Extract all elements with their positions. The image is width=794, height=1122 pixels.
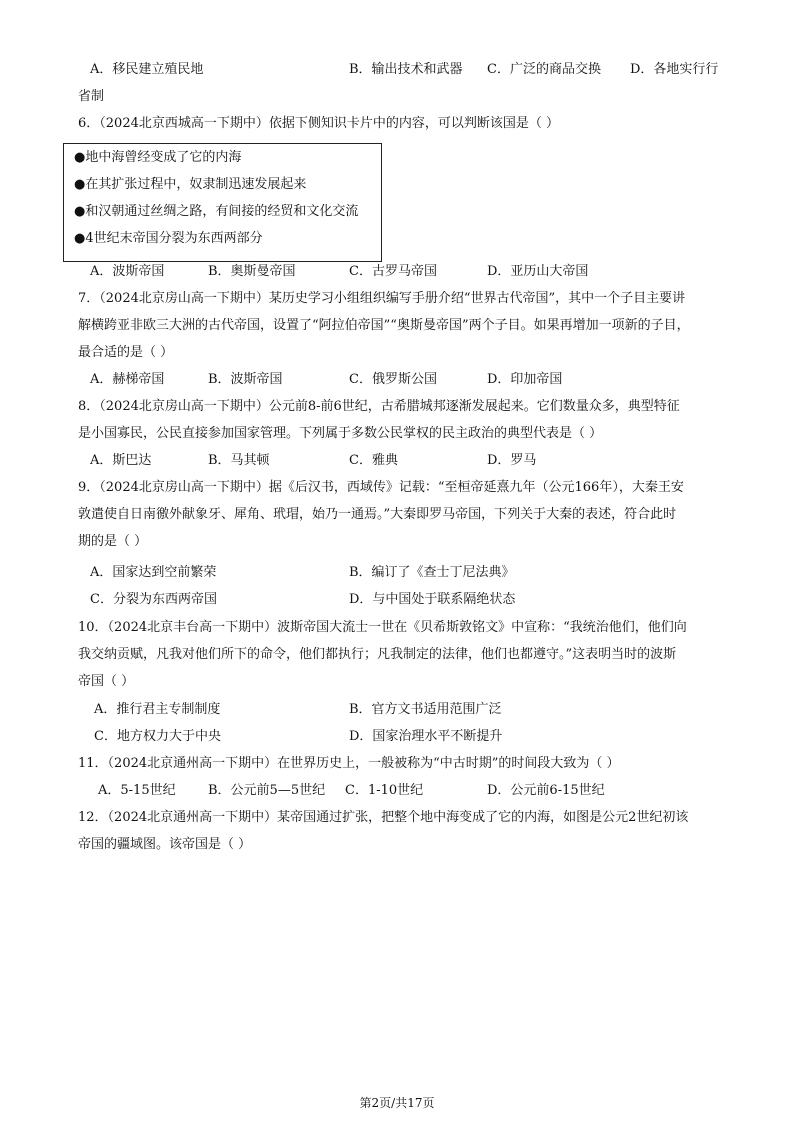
- question-10-stem: 我交纳贡赋，凡我对他们所下的命令，他们都执行；凡我制定的法律，他们也都遵守。”这表明当时的波斯: [78, 647, 677, 662]
- question-7-stem: 7．（2024北京房山高一下期中）某历史学习小组组织编写手册介绍“世界古代帝国”，其中一个子目主要讲: [78, 291, 686, 306]
- question-10-stem: 10．（2024北京丰台高一下期中）波斯帝国大流士一世在《贝希斯敦铭文》中宣称：“我统治他们，他们向: [78, 620, 687, 635]
- q8-option-c: C．雅典: [349, 453, 398, 468]
- question-12-stem: 12．（2024北京通州高一下期中）某帝国通过扩张，把整个地中海变成了它的内海，如图是公元2世纪初该: [78, 810, 689, 825]
- q10-option-a: A．推行君主专制制度: [94, 702, 221, 717]
- q9-option-d: D．与中国处于联系隔绝状态: [349, 592, 516, 607]
- question-9-stem: 敦遣使自日南徼外献象牙、犀角、玳瑁，始乃一通焉。”大秦即罗马帝国，下列关于大秦的表述，符合此时: [78, 507, 677, 522]
- card-item: ●4世纪末帝国分裂为东西两部分: [74, 231, 263, 246]
- q8-option-b: B．马其顿: [208, 453, 270, 468]
- q6-option-a: A．波斯帝国: [90, 264, 165, 279]
- question-8-stem: 是小国寡民，公民直接参加国家管理。下列属于多数公民掌权的民主政治的典型代表是（ ）: [78, 426, 603, 441]
- question-12-stem: 帝国的疆域图。该帝国是（ ）: [78, 837, 252, 852]
- option-c: C．广泛的商品交换: [487, 62, 601, 77]
- knowledge-card: [63, 143, 382, 262]
- option-b: B．输出技术和武器: [349, 62, 463, 77]
- q10-option-c: C．地方权力大于中央: [94, 729, 221, 744]
- q6-option-b: B．奥斯曼帝国: [208, 264, 296, 279]
- q8-option-a: A．斯巴达: [90, 453, 152, 468]
- q9-option-c: C．分裂为东西两帝国: [90, 592, 217, 607]
- q7-option-b: B．波斯帝国: [208, 372, 283, 387]
- option-d-continued: 省制: [78, 89, 105, 104]
- option-d: D．各地实行行: [630, 62, 719, 77]
- q11-option-a: A．5-15世纪: [98, 783, 176, 798]
- page-number: 第2页/共17页: [359, 1096, 435, 1110]
- q9-option-b: B．编订了《查士丁尼法典》: [349, 565, 515, 580]
- question-6-stem: 6．（2024北京西城高一下期中）依据下侧知识卡片中的内容，可以判断该国是（ ）: [78, 116, 559, 131]
- q7-option-d: D．印加帝国: [487, 372, 563, 387]
- q7-option-a: A．赫梯帝国: [90, 372, 165, 387]
- q7-option-c: C．俄罗斯公国: [349, 372, 437, 387]
- q11-option-b: B．公元前5—5世纪: [208, 783, 326, 798]
- question-9-stem: 期的是（ ）: [78, 534, 148, 549]
- q11-option-d: D．公元前6-15世纪: [487, 783, 605, 798]
- question-8-stem: 8．（2024北京房山高一下期中）公元前8-前6世纪，古希腊城邦逐渐发展起来。它们数量众多，典型特征: [78, 399, 680, 414]
- question-9-stem: 9．（2024北京房山高一下期中）据《后汉书，西域传》记载：“至桓帝延熹九年（公元166年），大秦王安: [78, 480, 684, 495]
- card-item: ●在其扩张过程中，奴隶制迅速发展起来: [74, 177, 307, 192]
- question-7-stem: 解横跨亚非欧三大洲的古代帝国，设置了“阿拉伯帝国”“奥斯曼帝国”两个子目。如果再增加一项新的子目，: [78, 318, 690, 333]
- question-10-stem: 帝国（ ）: [78, 674, 135, 689]
- question-11-stem: 11．（2024北京通州高一下期中）在世界历史上，一般被称为“中古时期”的时间段大致为（ ）: [78, 756, 620, 771]
- q9-option-a: A．国家达到空前繁荣: [90, 565, 217, 580]
- q6-option-c: C．古罗马帝国: [349, 264, 437, 279]
- question-7-stem: 最合适的是（ ）: [78, 345, 174, 360]
- q11-option-c: C．1-10世纪: [345, 783, 424, 798]
- card-item: ●地中海曾经变成了它的内海: [74, 150, 242, 165]
- q10-option-d: D．国家治理水平不断提升: [349, 729, 503, 744]
- q6-option-d: D．亚历山大帝国: [487, 264, 589, 279]
- q8-option-d: D．罗马: [487, 453, 537, 468]
- q10-option-b: B．官方文书适用范围广泛: [349, 702, 502, 717]
- option-a: A．移民建立殖民地: [90, 62, 204, 77]
- card-item: ●和汉朝通过丝绸之路，有间接的经贸和文化交流: [74, 204, 359, 219]
